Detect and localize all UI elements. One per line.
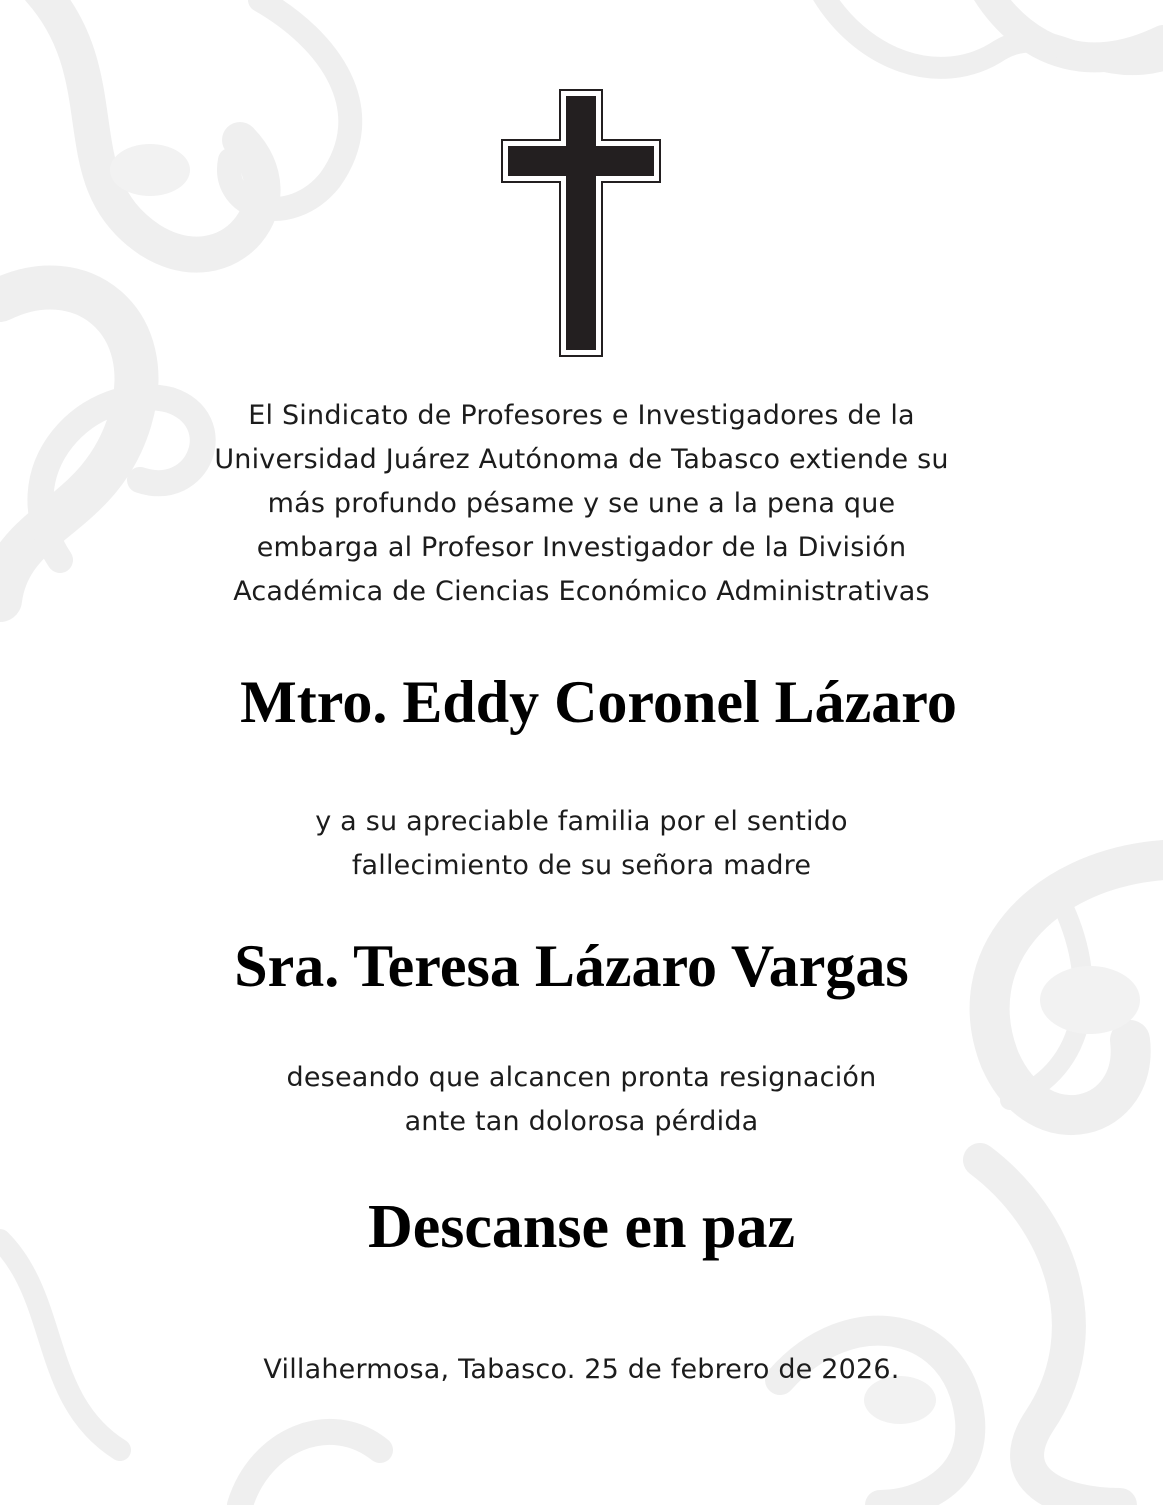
intro-paragraph <box>0 394 1163 614</box>
family-message <box>0 800 1163 888</box>
place-and-date: Villahermosa, Tabasco. 25 de febrero de 2026. <box>263 1354 900 1385</box>
family-message-line: y a su apreciable familia por el sentido <box>315 806 848 837</box>
closing-phrase: Descanse en paz <box>367 1193 796 1261</box>
wish-message <box>0 1056 1163 1144</box>
intro-line: Académica de Ciencias Económico Administrativas <box>233 576 930 607</box>
wish-message-line: deseando que alcancen pronta resignación <box>286 1062 877 1093</box>
intro-line: El Sindicato de Profesores e Investigadores de la <box>248 400 915 431</box>
intro-line: más profundo pésame y se une a la pena que <box>267 488 896 519</box>
recipient-name: Mtro. Eddy Coronel Lázaro <box>240 669 957 735</box>
deceased-name: Sra. Teresa Lázaro Vargas <box>234 933 909 999</box>
family-message-line: fallecimiento de su señora madre <box>351 850 812 881</box>
intro-line: Universidad Juárez Autónoma de Tabasco extiende su <box>214 444 949 475</box>
cross-icon <box>501 89 661 357</box>
intro-line: embarga al Profesor Investigador de la División <box>256 532 907 563</box>
wish-message-line: ante tan dolorosa pérdida <box>404 1106 759 1137</box>
